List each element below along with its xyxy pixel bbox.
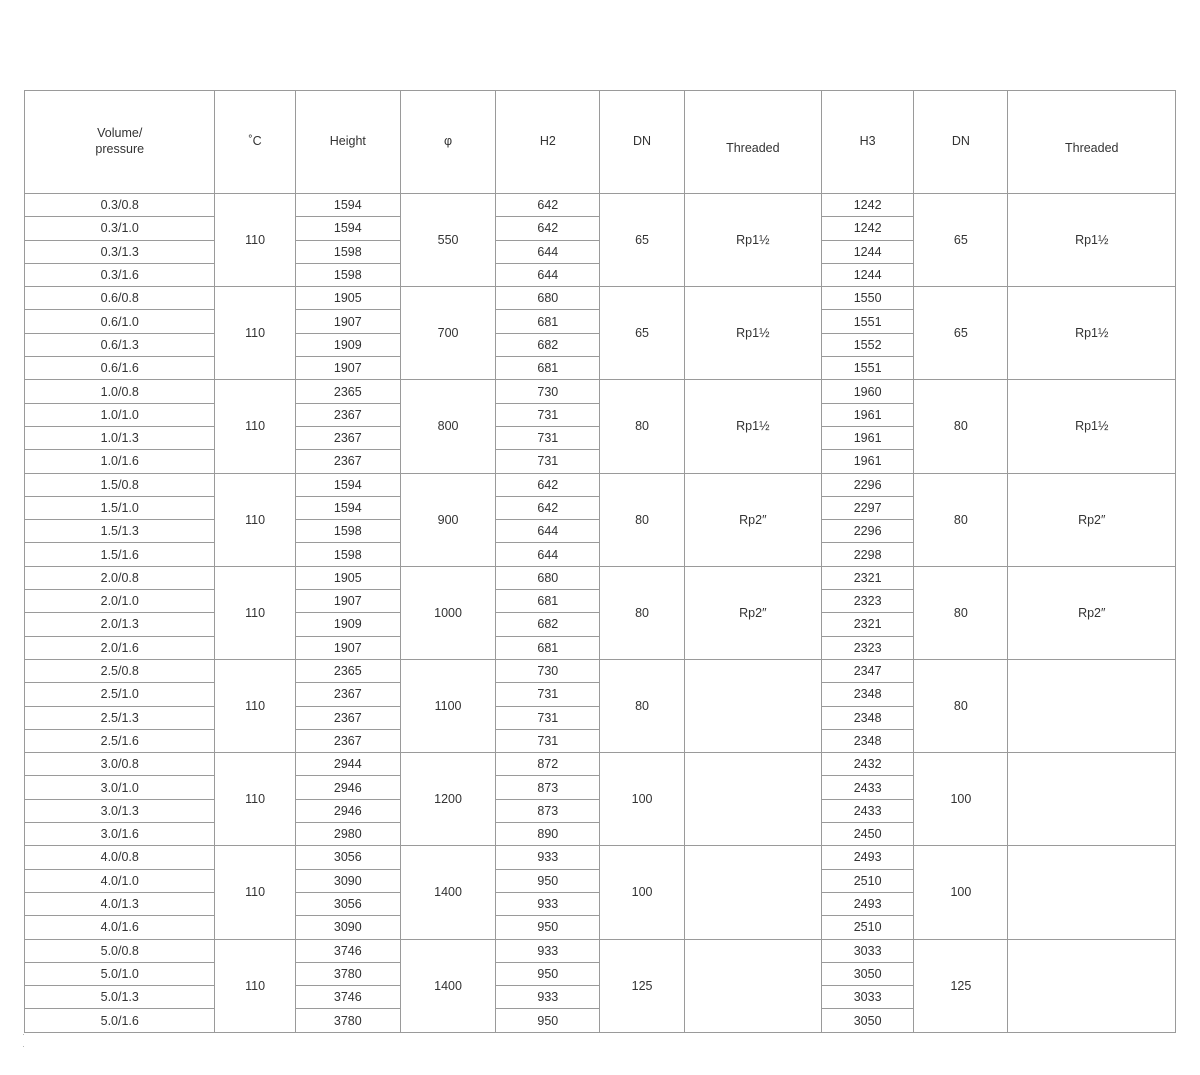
cell-height: 3746 <box>295 986 400 1009</box>
cell-volume-pressure: 4.0/1.3 <box>25 892 215 915</box>
cell-phi: 800 <box>400 380 495 473</box>
cell-h2: 933 <box>496 892 600 915</box>
cell-h2: 933 <box>496 846 600 869</box>
cell-h3: 1552 <box>822 333 914 356</box>
table-row <box>25 753 1176 776</box>
cell-temperature: 110 <box>215 939 295 1032</box>
cell-volume-pressure: 2.0/1.3 <box>25 613 215 636</box>
cell-h2: 933 <box>496 986 600 1009</box>
cell-threaded <box>684 846 821 939</box>
table-header <box>25 91 1176 194</box>
cell-h2: 642 <box>496 473 600 496</box>
cell-volume-pressure: 0.3/1.6 <box>25 263 215 286</box>
cell-h2: 681 <box>496 590 600 613</box>
cell-h2: 731 <box>496 403 600 426</box>
cell-threaded: Rp1½ <box>684 380 821 473</box>
cell-h2: 642 <box>496 217 600 240</box>
header-volume-pressure <box>25 91 215 194</box>
cell-h3: 1244 <box>822 240 914 263</box>
cell-volume-pressure: 2.0/1.6 <box>25 636 215 659</box>
cell-dn-2: 80 <box>914 659 1008 752</box>
cell-height: 1905 <box>295 287 400 310</box>
cell-height: 2367 <box>295 729 400 752</box>
header-phi: φ <box>400 91 495 194</box>
cell-h3: 2348 <box>822 683 914 706</box>
cell-threaded-2 <box>1008 659 1176 752</box>
cell-height: 1594 <box>295 194 400 217</box>
table-row <box>25 566 1176 589</box>
cell-phi: 1400 <box>400 939 495 1032</box>
cell-h3: 2296 <box>822 473 914 496</box>
cell-volume-pressure: 3.0/1.0 <box>25 776 215 799</box>
cell-h3: 2347 <box>822 659 914 682</box>
cell-volume-pressure: 0.3/1.3 <box>25 240 215 263</box>
cell-h3: 2323 <box>822 590 914 613</box>
cell-volume-pressure: 2.0/1.0 <box>25 590 215 613</box>
cell-height: 1594 <box>295 217 400 240</box>
cell-h2: 950 <box>496 1009 600 1032</box>
cell-volume-pressure: 1.0/0.8 <box>25 380 215 403</box>
cell-h2: 731 <box>496 729 600 752</box>
cell-volume-pressure: 1.0/1.3 <box>25 426 215 449</box>
cell-volume-pressure: 1.5/0.8 <box>25 473 215 496</box>
cell-height: 1598 <box>295 263 400 286</box>
cell-height: 2946 <box>295 776 400 799</box>
cell-volume-pressure: 0.3/0.8 <box>25 194 215 217</box>
cell-dn-2: 125 <box>914 939 1008 1032</box>
cell-h2: 873 <box>496 776 600 799</box>
margin-tick-mark: · <box>22 1041 25 1051</box>
cell-threaded-2 <box>1008 939 1176 1032</box>
header-dn-2: DN <box>914 91 1008 194</box>
cell-height: 2365 <box>295 380 400 403</box>
cell-h2: 873 <box>496 799 600 822</box>
cell-phi: 1100 <box>400 659 495 752</box>
cell-temperature: 110 <box>215 846 295 939</box>
cell-height: 1594 <box>295 496 400 519</box>
cell-threaded-2: Rp1½ <box>1008 287 1176 380</box>
cell-height: 3090 <box>295 869 400 892</box>
table-body <box>25 194 1176 1033</box>
cell-threaded <box>684 939 821 1032</box>
cell-dn-2: 65 <box>914 194 1008 287</box>
table-row <box>25 846 1176 869</box>
cell-threaded-2: Rp2″ <box>1008 566 1176 659</box>
cell-temperature: 110 <box>215 566 295 659</box>
cell-height: 1594 <box>295 473 400 496</box>
cell-h3: 2323 <box>822 636 914 659</box>
cell-h2: 730 <box>496 659 600 682</box>
cell-threaded: Rp1½ <box>684 194 821 287</box>
cell-volume-pressure: 5.0/1.3 <box>25 986 215 1009</box>
cell-volume-pressure: 0.6/1.3 <box>25 333 215 356</box>
cell-height: 1598 <box>295 543 400 566</box>
cell-dn-2: 80 <box>914 473 1008 566</box>
cell-volume-pressure: 5.0/0.8 <box>25 939 215 962</box>
header-h3: H3 <box>822 91 914 194</box>
cell-height: 2367 <box>295 426 400 449</box>
cell-h2: 731 <box>496 683 600 706</box>
cell-h2: 950 <box>496 916 600 939</box>
header-volume-line1: Volume/ <box>97 126 143 141</box>
cell-h3: 1242 <box>822 217 914 240</box>
cell-h2: 644 <box>496 520 600 543</box>
cell-h2: 950 <box>496 962 600 985</box>
cell-height: 2367 <box>295 706 400 729</box>
cell-temperature: 110 <box>215 194 295 287</box>
cell-h3: 2321 <box>822 613 914 636</box>
margin-tick-mark: · <box>22 1029 25 1039</box>
table-row <box>25 380 1176 403</box>
cell-h2: 933 <box>496 939 600 962</box>
cell-temperature: 110 <box>215 287 295 380</box>
cell-h3: 3050 <box>822 962 914 985</box>
cell-h2: 872 <box>496 753 600 776</box>
cell-h2: 680 <box>496 566 600 589</box>
header-temperature: ˚C <box>215 91 295 194</box>
cell-dn: 100 <box>600 846 684 939</box>
cell-height: 1598 <box>295 240 400 263</box>
cell-height: 2365 <box>295 659 400 682</box>
cell-volume-pressure: 2.5/0.8 <box>25 659 215 682</box>
header-threaded-2: Threaded <box>1008 91 1176 194</box>
cell-volume-pressure: 2.5/1.3 <box>25 706 215 729</box>
cell-volume-pressure: 5.0/1.0 <box>25 962 215 985</box>
cell-threaded: Rp2″ <box>684 566 821 659</box>
cell-h2: 730 <box>496 380 600 403</box>
cell-h2: 950 <box>496 869 600 892</box>
cell-h3: 2348 <box>822 706 914 729</box>
cell-h3: 3050 <box>822 1009 914 1032</box>
cell-threaded-2: Rp1½ <box>1008 194 1176 287</box>
cell-dn-2: 65 <box>914 287 1008 380</box>
header-threaded: Threaded <box>684 91 821 194</box>
table-row <box>25 473 1176 496</box>
cell-volume-pressure: 2.5/1.0 <box>25 683 215 706</box>
cell-threaded-2 <box>1008 846 1176 939</box>
cell-h3: 2297 <box>822 496 914 519</box>
cell-threaded <box>684 753 821 846</box>
cell-height: 1598 <box>295 520 400 543</box>
cell-height: 2980 <box>295 823 400 846</box>
header-volume-line2: pressure <box>95 142 145 156</box>
cell-phi: 1000 <box>400 566 495 659</box>
cell-h2: 681 <box>496 636 600 659</box>
cell-dn: 100 <box>600 753 684 846</box>
cell-h2: 680 <box>496 287 600 310</box>
cell-phi: 700 <box>400 287 495 380</box>
cell-volume-pressure: 3.0/0.8 <box>25 753 215 776</box>
cell-volume-pressure: 5.0/1.6 <box>25 1009 215 1032</box>
cell-dn: 80 <box>600 473 684 566</box>
cell-volume-pressure: 1.5/1.0 <box>25 496 215 519</box>
cell-h3: 2510 <box>822 869 914 892</box>
cell-h2: 642 <box>496 194 600 217</box>
cell-h3: 1242 <box>822 194 914 217</box>
cell-volume-pressure: 1.0/1.0 <box>25 403 215 426</box>
cell-h2: 644 <box>496 543 600 566</box>
cell-phi: 900 <box>400 473 495 566</box>
cell-temperature: 110 <box>215 659 295 752</box>
cell-height: 1909 <box>295 333 400 356</box>
cell-volume-pressure: 1.5/1.6 <box>25 543 215 566</box>
cell-height: 2367 <box>295 450 400 473</box>
cell-dn-2: 80 <box>914 566 1008 659</box>
cell-h3: 1961 <box>822 426 914 449</box>
cell-threaded-2 <box>1008 753 1176 846</box>
cell-height: 1907 <box>295 357 400 380</box>
cell-h3: 2493 <box>822 846 914 869</box>
spec-table <box>24 90 1176 1033</box>
cell-h2: 642 <box>496 496 600 519</box>
header-h2: H2 <box>496 91 600 194</box>
cell-h2: 731 <box>496 450 600 473</box>
cell-h3: 2321 <box>822 566 914 589</box>
cell-dn: 65 <box>600 287 684 380</box>
cell-dn: 125 <box>600 939 684 1032</box>
cell-volume-pressure: 0.6/1.6 <box>25 357 215 380</box>
cell-height: 1907 <box>295 310 400 333</box>
cell-h3: 3033 <box>822 986 914 1009</box>
cell-height: 1905 <box>295 566 400 589</box>
cell-h2: 890 <box>496 823 600 846</box>
cell-height: 1909 <box>295 613 400 636</box>
cell-volume-pressure: 4.0/0.8 <box>25 846 215 869</box>
cell-h3: 2433 <box>822 776 914 799</box>
cell-dn: 65 <box>600 194 684 287</box>
cell-volume-pressure: 1.5/1.3 <box>25 520 215 543</box>
cell-h3: 2298 <box>822 543 914 566</box>
cell-h3: 1551 <box>822 357 914 380</box>
cell-dn: 80 <box>600 566 684 659</box>
cell-height: 3780 <box>295 1009 400 1032</box>
cell-temperature: 110 <box>215 380 295 473</box>
cell-h2: 682 <box>496 613 600 636</box>
header-dn: DN <box>600 91 684 194</box>
cell-height: 1907 <box>295 636 400 659</box>
cell-temperature: 110 <box>215 753 295 846</box>
cell-height: 2946 <box>295 799 400 822</box>
cell-h3: 1550 <box>822 287 914 310</box>
cell-height: 2367 <box>295 403 400 426</box>
cell-volume-pressure: 1.0/1.6 <box>25 450 215 473</box>
table-row <box>25 194 1176 217</box>
cell-h3: 2348 <box>822 729 914 752</box>
cell-dn-2: 80 <box>914 380 1008 473</box>
cell-h2: 731 <box>496 426 600 449</box>
cell-h3: 1244 <box>822 263 914 286</box>
cell-h2: 644 <box>496 263 600 286</box>
cell-phi: 550 <box>400 194 495 287</box>
cell-volume-pressure: 2.0/0.8 <box>25 566 215 589</box>
cell-height: 2367 <box>295 683 400 706</box>
cell-h3: 2450 <box>822 823 914 846</box>
cell-volume-pressure: 4.0/1.6 <box>25 916 215 939</box>
cell-volume-pressure: 3.0/1.3 <box>25 799 215 822</box>
cell-h3: 2510 <box>822 916 914 939</box>
table-row <box>25 659 1176 682</box>
cell-height: 3056 <box>295 846 400 869</box>
cell-h3: 2432 <box>822 753 914 776</box>
cell-phi: 1400 <box>400 846 495 939</box>
cell-threaded <box>684 659 821 752</box>
cell-volume-pressure: 2.5/1.6 <box>25 729 215 752</box>
cell-volume-pressure: 0.6/0.8 <box>25 287 215 310</box>
table-row <box>25 287 1176 310</box>
header-height: Height <box>295 91 400 194</box>
cell-height: 3056 <box>295 892 400 915</box>
cell-dn-2: 100 <box>914 846 1008 939</box>
cell-height: 3780 <box>295 962 400 985</box>
cell-temperature: 110 <box>215 473 295 566</box>
cell-volume-pressure: 3.0/1.6 <box>25 823 215 846</box>
cell-h3: 2493 <box>822 892 914 915</box>
cell-dn: 80 <box>600 659 684 752</box>
cell-dn-2: 100 <box>914 753 1008 846</box>
cell-height: 1907 <box>295 590 400 613</box>
cell-height: 3090 <box>295 916 400 939</box>
cell-h3: 1961 <box>822 450 914 473</box>
cell-height: 2944 <box>295 753 400 776</box>
cell-h2: 682 <box>496 333 600 356</box>
cell-threaded: Rp2″ <box>684 473 821 566</box>
cell-dn: 80 <box>600 380 684 473</box>
cell-h3: 2433 <box>822 799 914 822</box>
cell-volume-pressure: 4.0/1.0 <box>25 869 215 892</box>
cell-h2: 731 <box>496 706 600 729</box>
cell-phi: 1200 <box>400 753 495 846</box>
cell-h2: 644 <box>496 240 600 263</box>
cell-volume-pressure: 0.3/1.0 <box>25 217 215 240</box>
cell-h3: 2296 <box>822 520 914 543</box>
cell-threaded-2: Rp1½ <box>1008 380 1176 473</box>
cell-h2: 681 <box>496 310 600 333</box>
cell-h3: 1551 <box>822 310 914 333</box>
cell-h3: 1960 <box>822 380 914 403</box>
cell-threaded: Rp1½ <box>684 287 821 380</box>
cell-h3: 1961 <box>822 403 914 426</box>
cell-h2: 681 <box>496 357 600 380</box>
cell-threaded-2: Rp2″ <box>1008 473 1176 566</box>
cell-h3: 3033 <box>822 939 914 962</box>
cell-height: 3746 <box>295 939 400 962</box>
table-row <box>25 939 1176 962</box>
cell-volume-pressure: 0.6/1.0 <box>25 310 215 333</box>
